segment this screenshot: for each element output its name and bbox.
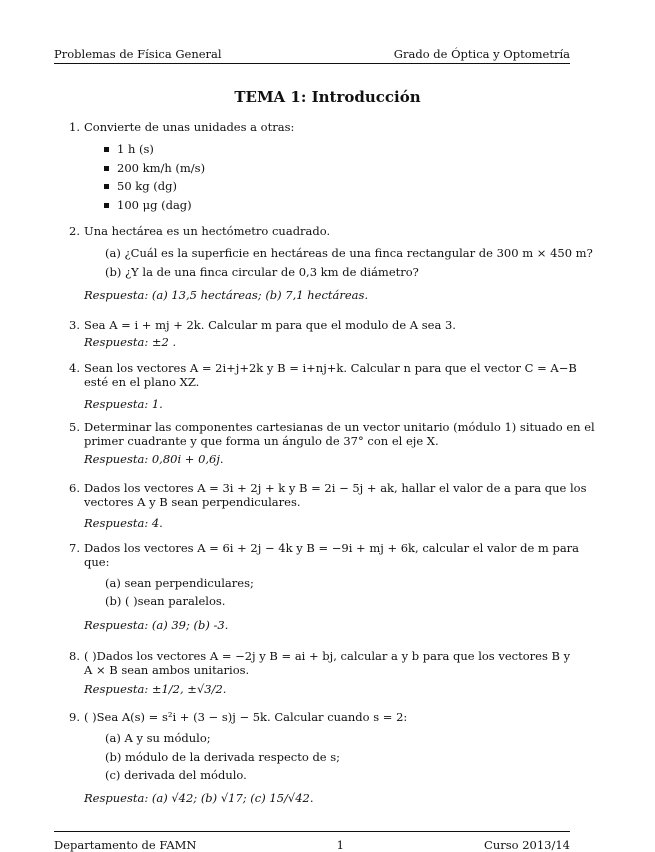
problem-3 [69, 318, 570, 350]
problem-7 [69, 541, 580, 632]
header-left: Problemas de Física General [54, 47, 222, 61]
problem-1 [69, 120, 570, 214]
page-number: 1 [336, 838, 344, 852]
answer: Respuesta: (a) 39; (b) -3. [84, 617, 229, 632]
running-footer [54, 838, 570, 852]
problem-text: ( )Dados los vectores A = −2j y B = ai + bj, calcular a y b para que los vectores B y [84, 649, 571, 663]
problem-5 [69, 420, 595, 466]
problem-number: 7. [69, 541, 80, 555]
answer: Respuesta: (a) 13,5 hectáreas; (b) 7,1 hectáreas. [84, 288, 369, 303]
header-right: Grado de Óptica y Optometría [393, 47, 570, 61]
answer: Respuesta: ±1/2, ±√3/2. [84, 681, 227, 696]
subpart-b: (b) módulo de la derivada respecto de s; [105, 749, 341, 764]
header-rule [54, 63, 570, 64]
problem-text: Dados los vectores A = 6i + 2j − 4k y B = −9i + mj + 6k, calcular el valor de m para [84, 541, 580, 555]
subpart-a: (a) ¿Cuál es la superficie en hectáreas de una finca rectangular de 300 m × 450 m? [105, 246, 593, 261]
subpart-a: (a) sean perpendiculares; [105, 575, 254, 590]
footer-right: Curso 2013/14 [484, 838, 570, 852]
problem-text-cont: que: [84, 555, 110, 570]
problem-text: Dados los vectores A = 3i + 2j + k y B = 2i − 5j + ak, hallar el valor de a para que los [84, 481, 587, 495]
running-header [54, 47, 570, 61]
problem-text-cont: primer cuadrante y que forma un ángulo de 37° con el eje X. [84, 434, 439, 449]
answer: Respuesta: (a) √42; (b) √17; (c) 15/√42. [84, 790, 314, 805]
problem-text: Sean los vectores A = 2i+j+2k y B = i+nj+k. Calcular n para que el vector C = A−B [84, 361, 577, 375]
problem-number: 1. [69, 120, 80, 134]
problem-6 [69, 481, 587, 530]
problem-4 [69, 361, 577, 411]
answer: Respuesta: 4. [84, 515, 163, 530]
problem-number: 2. [69, 224, 80, 238]
list-item: 100 μg (dag) [104, 196, 570, 215]
list-item: 1 h (s) [104, 140, 570, 159]
subpart-b: (b) ¿Y la de una finca circular de 0,3 km de diámetro? [105, 264, 419, 279]
list-item: 50 kg (dg) [104, 177, 570, 196]
problem-number: 9. [69, 710, 80, 724]
answer: Respuesta: 0,80i + 0,6j. [84, 451, 224, 466]
list-item: 200 km/h (m/s) [104, 159, 570, 178]
problem-9 [69, 710, 570, 805]
problem-number: 3. [69, 318, 80, 332]
problem-text: Convierte de unas unidades a otras: [84, 120, 295, 134]
problem-text: Una hectárea es un hectómetro cuadrado. [84, 224, 331, 238]
problem-text: Sea A = i + mj + 2k. Calcular m para que el modulo de A sea 3. [84, 318, 456, 332]
problem-number: 5. [69, 420, 80, 434]
footer-rule [54, 831, 570, 832]
answer: Respuesta: ±2 . [84, 335, 177, 350]
problem-text: ( )Sea A(s) = s²i + (3 − s)j − 5k. Calcular cuando s = 2: [84, 710, 408, 724]
problem-2 [69, 224, 593, 303]
problem-text-cont: esté en el plano XZ. [84, 375, 200, 390]
problem-number: 4. [69, 361, 80, 375]
problem-8 [69, 649, 570, 696]
problem-text-cont: vectores A y B sean perpendiculares. [84, 495, 301, 510]
subpart-a: (a) A y su módulo; [105, 731, 211, 746]
footer-left: Departamento de FAMN [54, 838, 197, 852]
problem-text: Determinar las componentes cartesianas de un vector unitario (módulo 1) situado en el [84, 420, 595, 434]
problem-number: 8. [69, 649, 80, 663]
subpart-c: (c) derivada del módulo. [105, 768, 247, 783]
subpart-b: (b) ( )sean paralelos. [105, 594, 226, 609]
problem-text-cont: A × B sean ambos unitarios. [84, 663, 250, 678]
answer: Respuesta: 1. [84, 396, 163, 411]
problem-number: 6. [69, 481, 80, 495]
page-title: TEMA 1: Introducción [234, 88, 421, 106]
